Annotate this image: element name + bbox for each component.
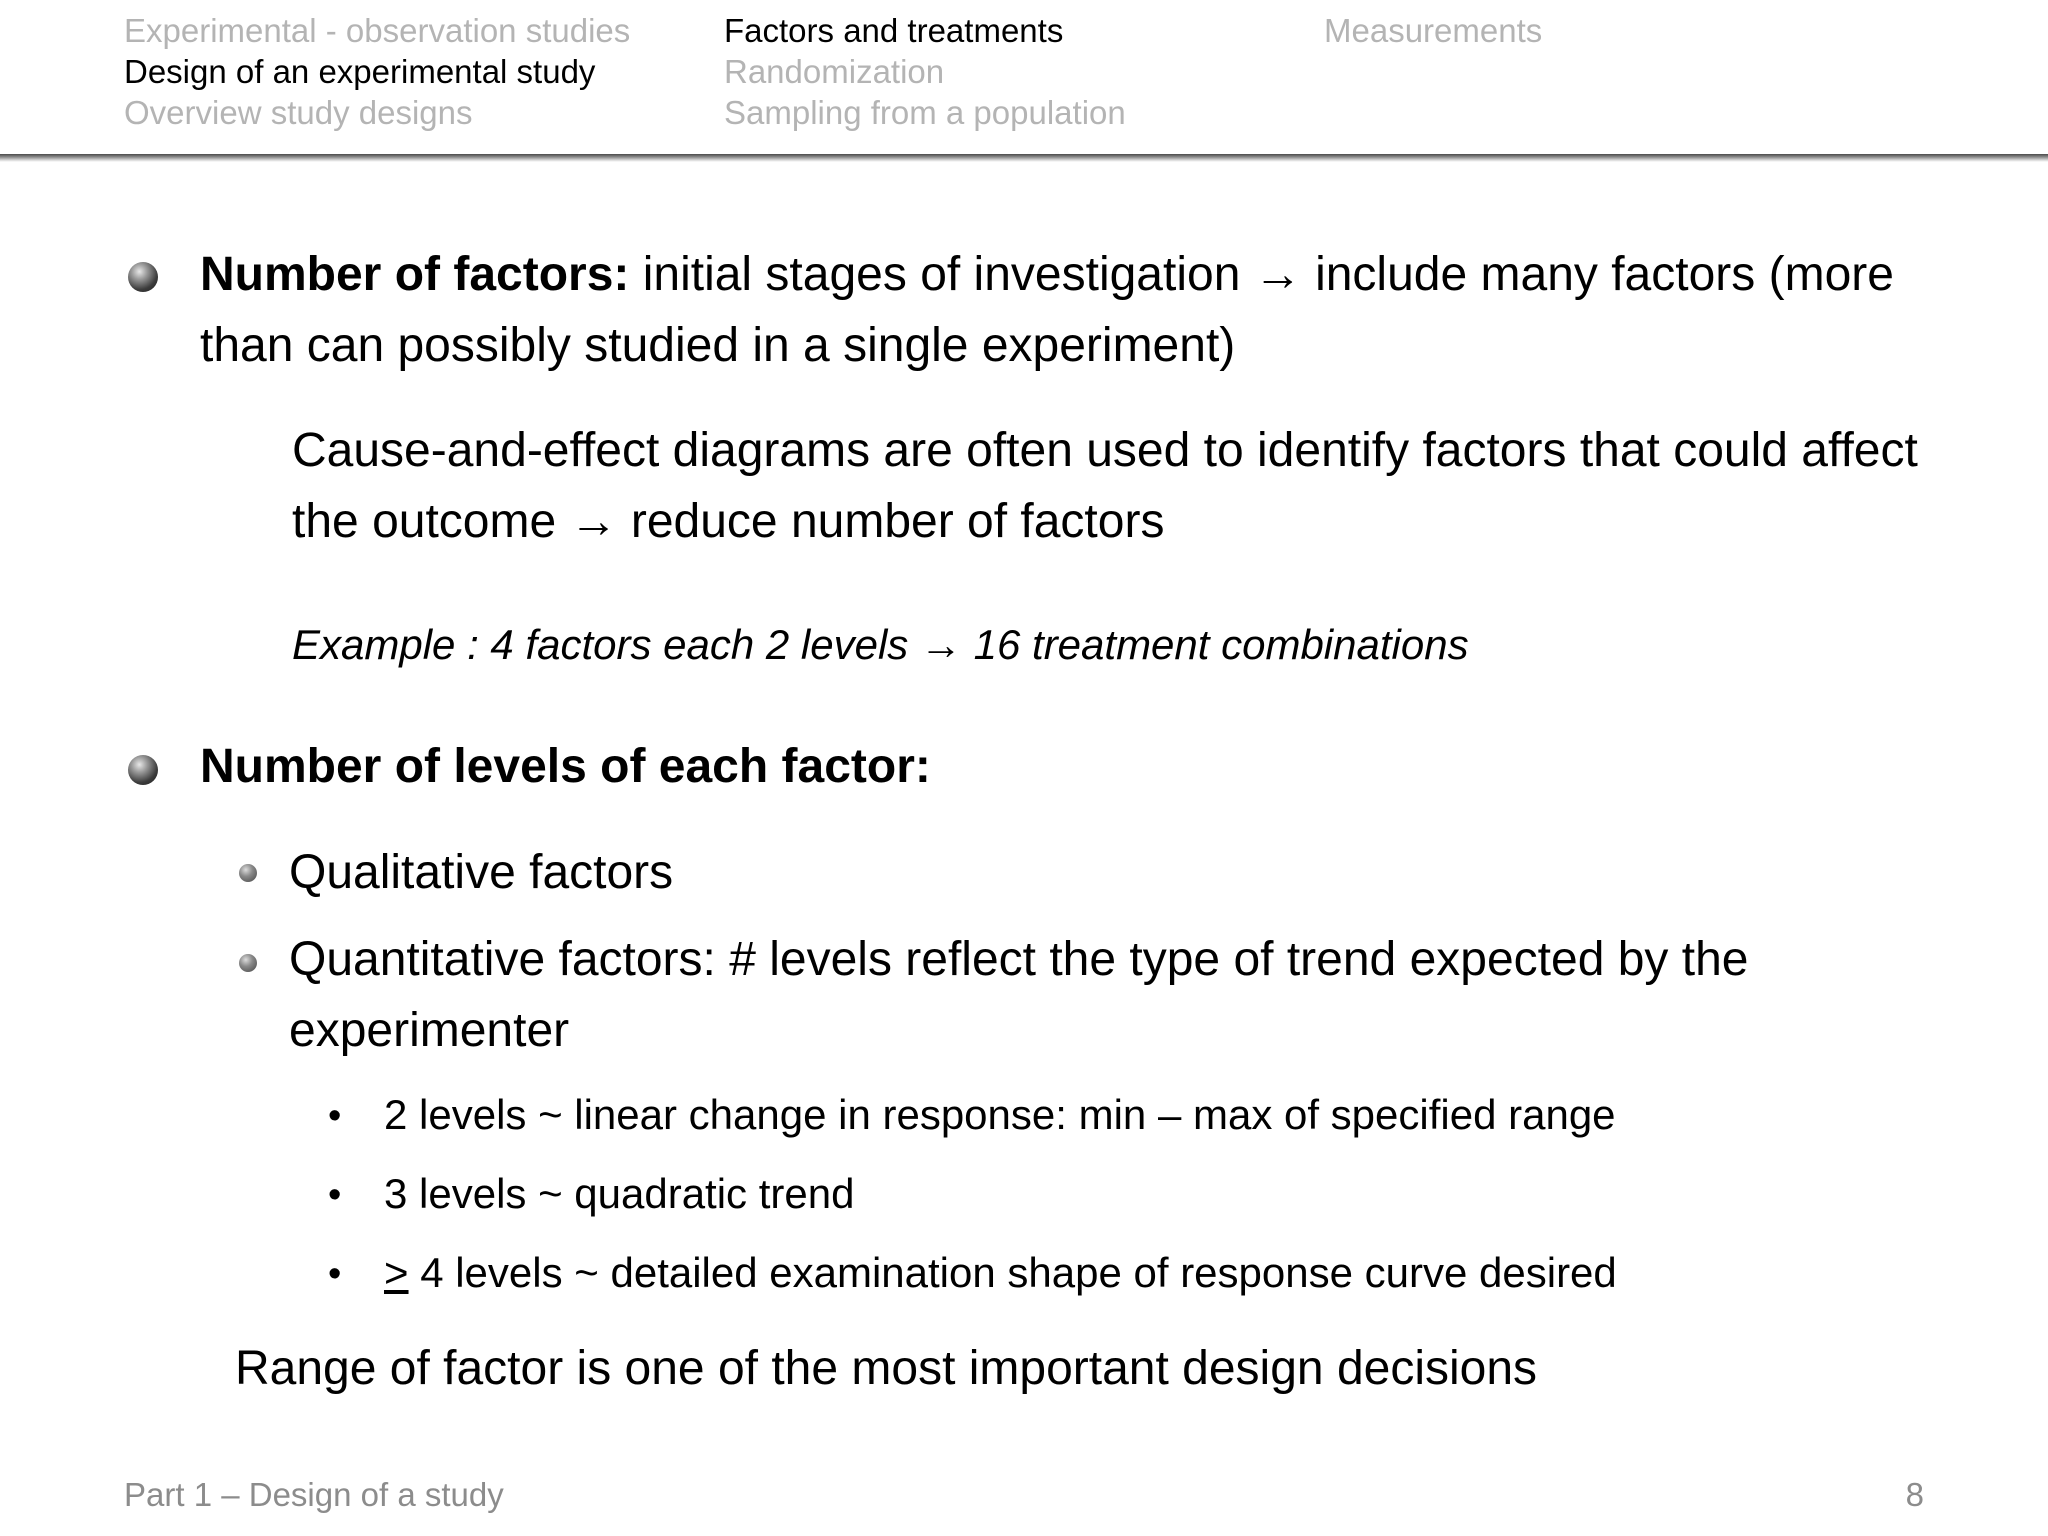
bullet-number-of-factors xyxy=(200,239,1900,381)
sub-item-quantitative: Quantitative factors: # levels reflect the type of trend expected by the experimenter xyxy=(289,933,1749,1057)
closing-statement: Range of factor is one of the most important design decisions xyxy=(235,1342,1538,1395)
level-item-text: 4 levels ~ detailed examination shape of response curve desired xyxy=(408,1249,1617,1296)
level-item-3: 3 levels ~ quadratic trend xyxy=(384,1170,855,1217)
level-item-2: 2 levels ~ linear change in response: min – max of specified range xyxy=(384,1091,1616,1138)
sub-item-qualitative: Qualitative factors xyxy=(289,846,674,899)
greater-equal-symbol: > xyxy=(384,1249,409,1296)
footer-title: Part 1 – Design of a study xyxy=(124,1476,504,1513)
level-item-4-plus xyxy=(384,1248,1884,1298)
list-bullet-dot: • xyxy=(328,1095,342,1137)
bullet-number-of-levels xyxy=(200,731,1900,802)
nav-item-overview-study-designs[interactable]: Overview study designs xyxy=(124,94,473,131)
bullet-heading: Number of levels of each factor: xyxy=(200,740,931,793)
nav-item-sampling-population[interactable]: Sampling from a population xyxy=(724,94,1126,131)
nav-item-measurements[interactable]: Measurements xyxy=(1324,12,1543,49)
cause-effect-paragraph: Cause-and-effect diagrams are often used to identify factors that could affect the outcome → reduce number of factors xyxy=(292,424,1918,548)
bullet-heading: Number of factors: xyxy=(200,248,630,301)
page-number: 8 xyxy=(1905,1476,1924,1513)
bullet-ball-icon xyxy=(128,262,158,292)
nav-item-design-experimental-study[interactable]: Design of an experimental study xyxy=(124,53,596,90)
sub-bullet-icon xyxy=(239,954,257,972)
bullet-ball-icon xyxy=(128,755,158,785)
nav-item-randomization[interactable]: Randomization xyxy=(724,53,945,90)
sub-bullet-icon xyxy=(239,864,257,882)
nav-item-factors-treatments[interactable]: Factors and treatments xyxy=(724,12,1064,49)
list-bullet-dot: • xyxy=(328,1253,342,1295)
example-line: Example : 4 factors each 2 levels → 16 treatment combinations xyxy=(292,621,1469,668)
nav-item-experimental-observation[interactable]: Experimental - observation studies xyxy=(124,12,631,49)
list-bullet-dot: • xyxy=(328,1174,342,1216)
bullet-text: initial stages of investigation → include many factors (more than can possibly studied in a single experiment) xyxy=(200,248,1894,372)
